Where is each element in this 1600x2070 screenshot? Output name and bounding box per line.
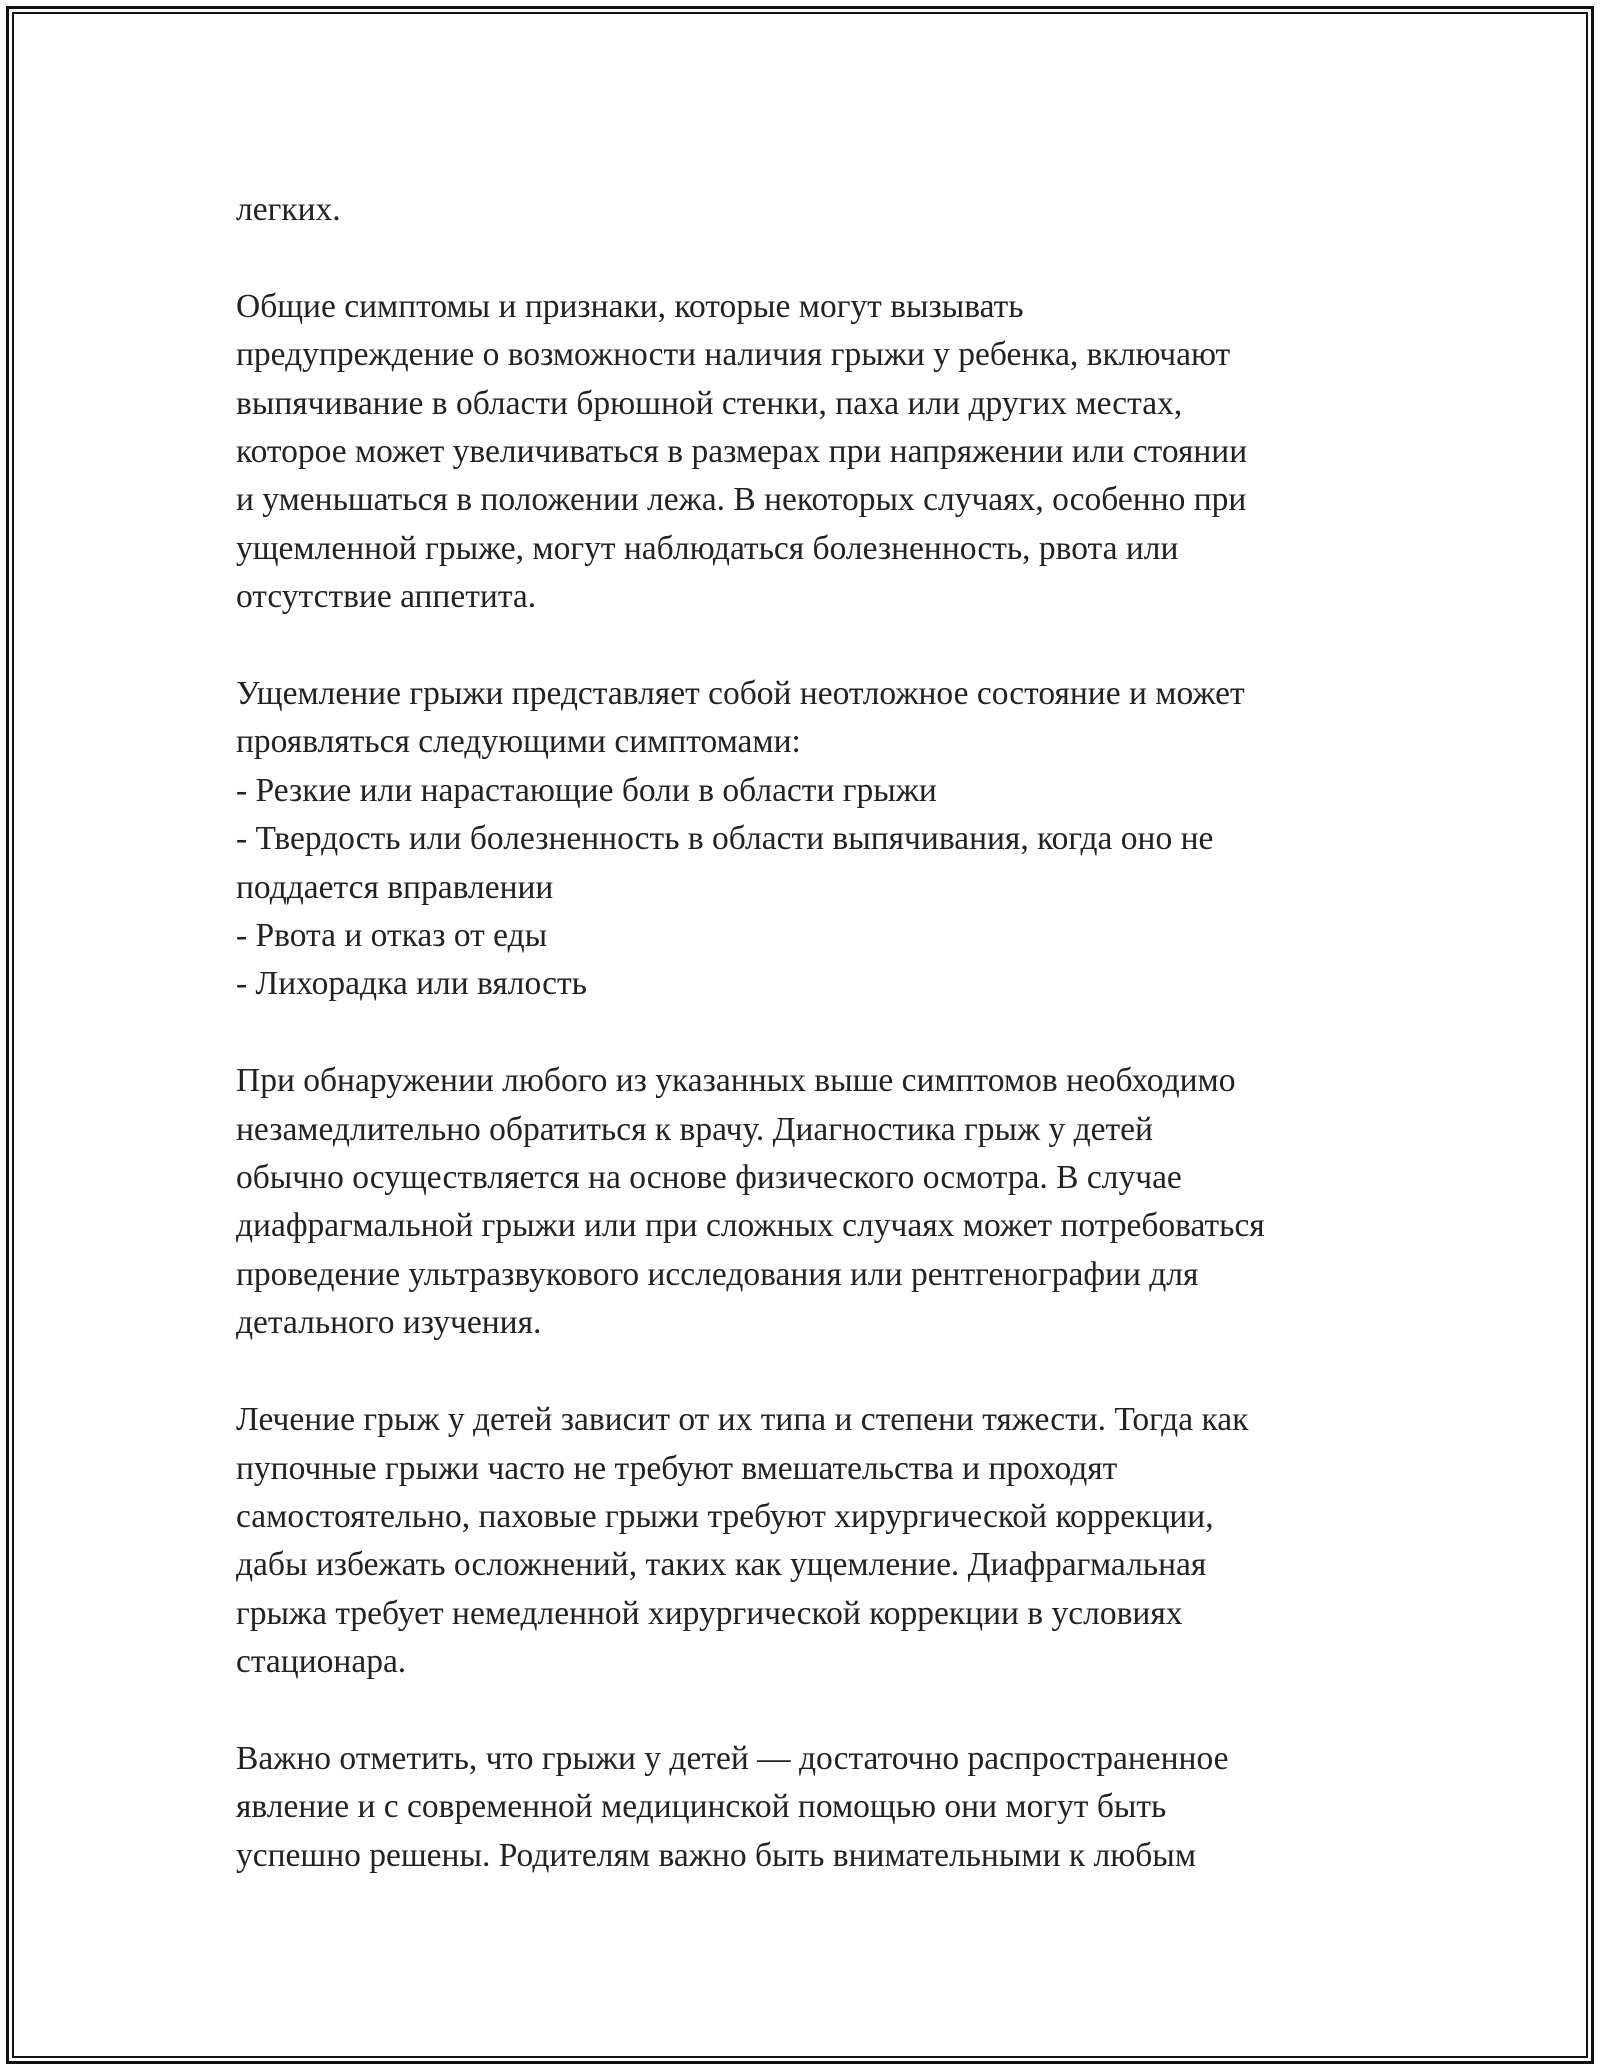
document-body xyxy=(236,186,1396,1929)
paragraph-strangulation: Ущемление грыжи представляет собой неотложное состояние и может проявляться следующими симптомами: - Резкие или нарастающие боли в области грыжи - Твердость или болезненность в области выпячивания, когда оно не поддается вправлении - Рвота и отказ от еды - Лихорадка или вялость xyxy=(236,675,1245,1003)
paragraph-continuation: легких. xyxy=(236,191,341,228)
paragraph-symptoms: Общие симптомы и признаки, которые могут вызывать предупреждение о возможности наличия грыжи у ребенка, включают выпячивание в области брюшной стенки, паха или других местах, которое может увеличиваться в размерах при напряжении или стоянии и уменьшаться в положении лежа. В некоторых случаях, особенно при ущемленной грыже, могут наблюдаться болезненность, рвота или отсутствие аппетита. xyxy=(236,287,1248,616)
paragraph-treatment: Лечение грыж у детей зависит от их типа и степени тяжести. Тогда как пупочные грыжи часто не требуют вмешательства и проходят самостоятельно, паховые грыжи требуют хирургической коррекции, дабы избежать осложнений, таких как ущемление. Диафрагмальная грыжа требует немедленной хирургической коррекции в условиях стационара. xyxy=(236,1401,1249,1681)
paragraph-conclusion: Важно отметить, что грыжи у детей — достаточно распространенное явление и с современной медицинской помощью они могут быть успешно решены. Родителям важно быть внимательными к любым xyxy=(236,1739,1229,1874)
paragraph-diagnosis: При обнаружении любого из указанных выше симптомов необходимо незамедлительно обратиться к врачу. Диагностика грыж у детей обычно осуществляется на основе физического осмотра. В случае диафрагмальной грыжи или при сложных случаях может потребоваться проведение ультразвукового исследования или рентгенографии для детального изучения. xyxy=(236,1062,1265,1342)
